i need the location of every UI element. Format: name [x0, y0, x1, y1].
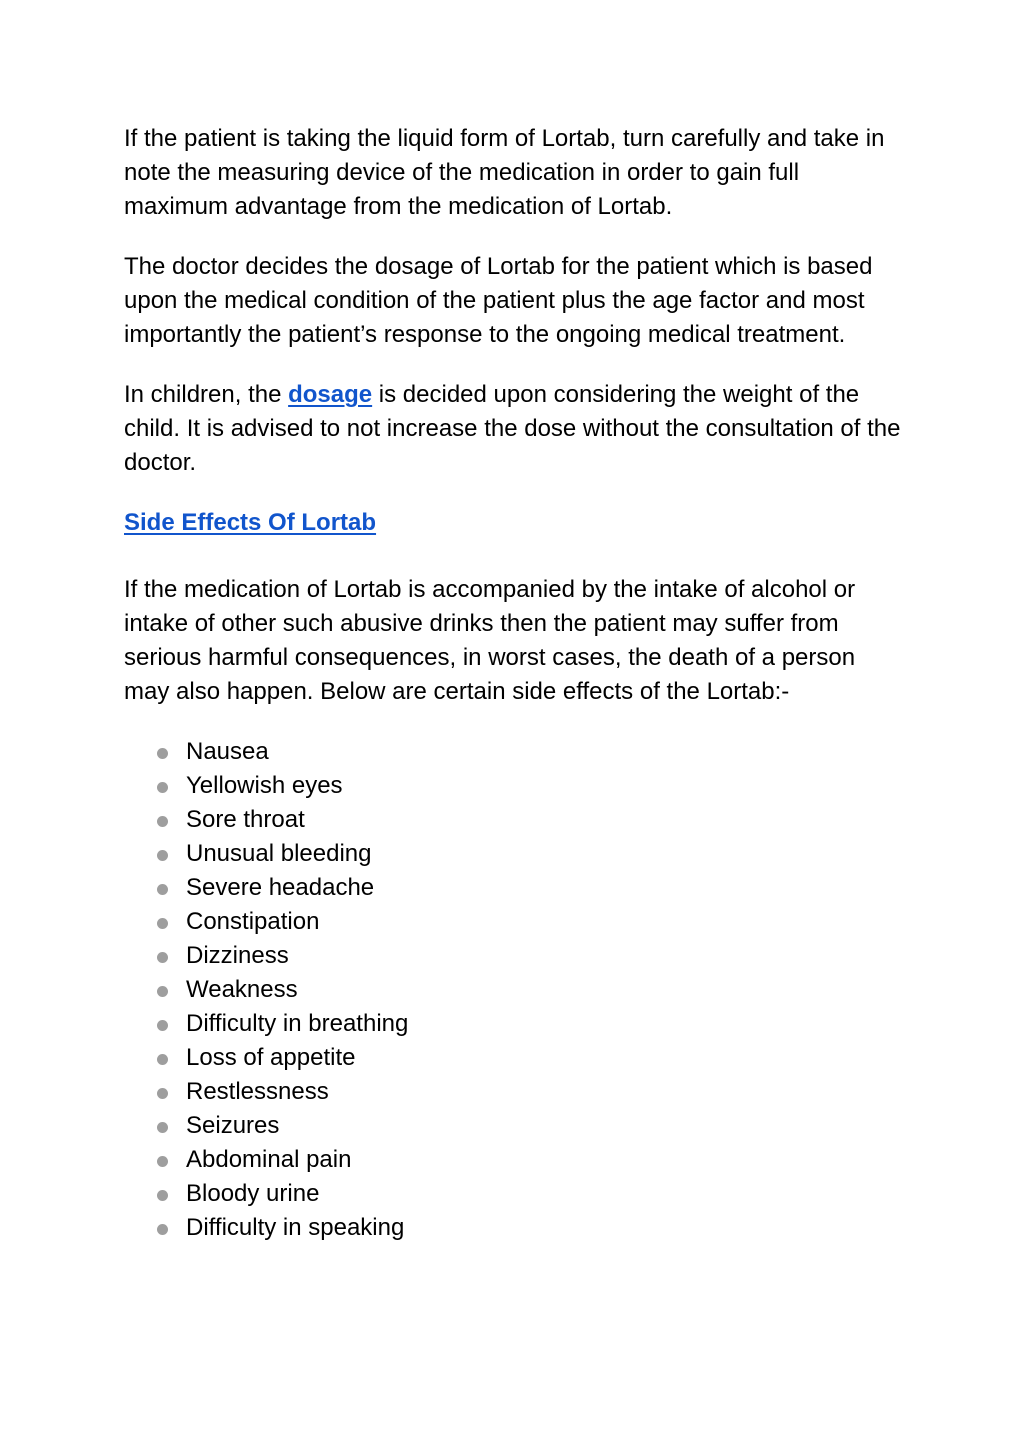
bullet-icon: [157, 986, 168, 997]
bullet-icon: [157, 1190, 168, 1201]
bullet-icon: [157, 952, 168, 963]
side-effects-list: [124, 735, 904, 1245]
list-item-label: Yellowish eyes: [186, 772, 343, 799]
list-item: [124, 973, 904, 1007]
paragraph-dosage-decision: The doctor decides the dosage of Lortab for the patient which is based upon the medical condition of the patient plus the age factor and most importantly the patient’s response to the ongoing medical treatment.: [124, 253, 873, 348]
list-item-label: Difficulty in breathing: [186, 1010, 409, 1037]
list-item: [124, 1007, 904, 1041]
side-effects-heading: [124, 506, 904, 540]
bullet-icon: [157, 1020, 168, 1031]
list-item: [124, 803, 904, 837]
list-item: [124, 905, 904, 939]
list-item: [124, 939, 904, 973]
paragraph-alcohol-warning: If the medication of Lortab is accompanied by the intake of alcohol or intake of other such abusive drinks then the patient may suffer from serious harmful consequences, in worst cases, the death of a person may also happen. Below are certain side effects of the Lortab:-: [124, 576, 856, 705]
bullet-icon: [157, 1224, 168, 1235]
bullet-icon: [157, 1088, 168, 1099]
list-item: [124, 837, 904, 871]
bullet-icon: [157, 748, 168, 759]
list-item-label: Abdominal pain: [186, 1146, 352, 1173]
list-item-label: Severe headache: [186, 874, 375, 901]
list-item-label: Unusual bleeding: [186, 840, 372, 867]
paragraph-liquid-form: If the patient is taking the liquid form of Lortab, turn carefully and take in note the measuring device of the medication in order to gain full maximum advantage from the medication of Lortab.: [124, 125, 885, 220]
list-item: [124, 1143, 904, 1177]
list-item: [124, 1075, 904, 1109]
bullet-icon: [157, 782, 168, 793]
list-item-label: Nausea: [186, 738, 269, 765]
list-item-label: Seizures: [186, 1112, 280, 1139]
list-item: [124, 1109, 904, 1143]
list-item-label: Sore throat: [186, 806, 305, 833]
list-item: [124, 871, 904, 905]
list-item-label: Bloody urine: [186, 1180, 320, 1207]
list-item: [124, 769, 904, 803]
list-item-label: Loss of appetite: [186, 1044, 356, 1071]
bullet-icon: [157, 850, 168, 861]
list-item: [124, 735, 904, 769]
list-item: [124, 1211, 904, 1245]
bullet-icon: [157, 816, 168, 827]
paragraph-children-dosage: [124, 378, 904, 480]
list-item-label: Weakness: [186, 976, 298, 1003]
bullet-icon: [157, 884, 168, 895]
side-effects-heading-link[interactable]: Side Effects Of Lortab: [124, 509, 377, 536]
list-item-label: Difficulty in speaking: [186, 1214, 405, 1241]
document-page: [124, 122, 904, 1245]
dosage-link[interactable]: dosage: [288, 381, 373, 408]
list-item: [124, 1041, 904, 1075]
bullet-icon: [157, 1122, 168, 1133]
children-dosage-text-after: is decided upon considering the weight of the child. It is advised to not increase the dose without the consultation of the doctor.: [124, 381, 901, 476]
bullet-icon: [157, 918, 168, 929]
list-item-label: Constipation: [186, 908, 320, 935]
list-item-label: Dizziness: [186, 942, 289, 969]
bullet-icon: [157, 1156, 168, 1167]
list-item-label: Restlessness: [186, 1078, 329, 1105]
list-item: [124, 1177, 904, 1211]
children-dosage-text-before: In children, the: [124, 381, 289, 408]
bullet-icon: [157, 1054, 168, 1065]
